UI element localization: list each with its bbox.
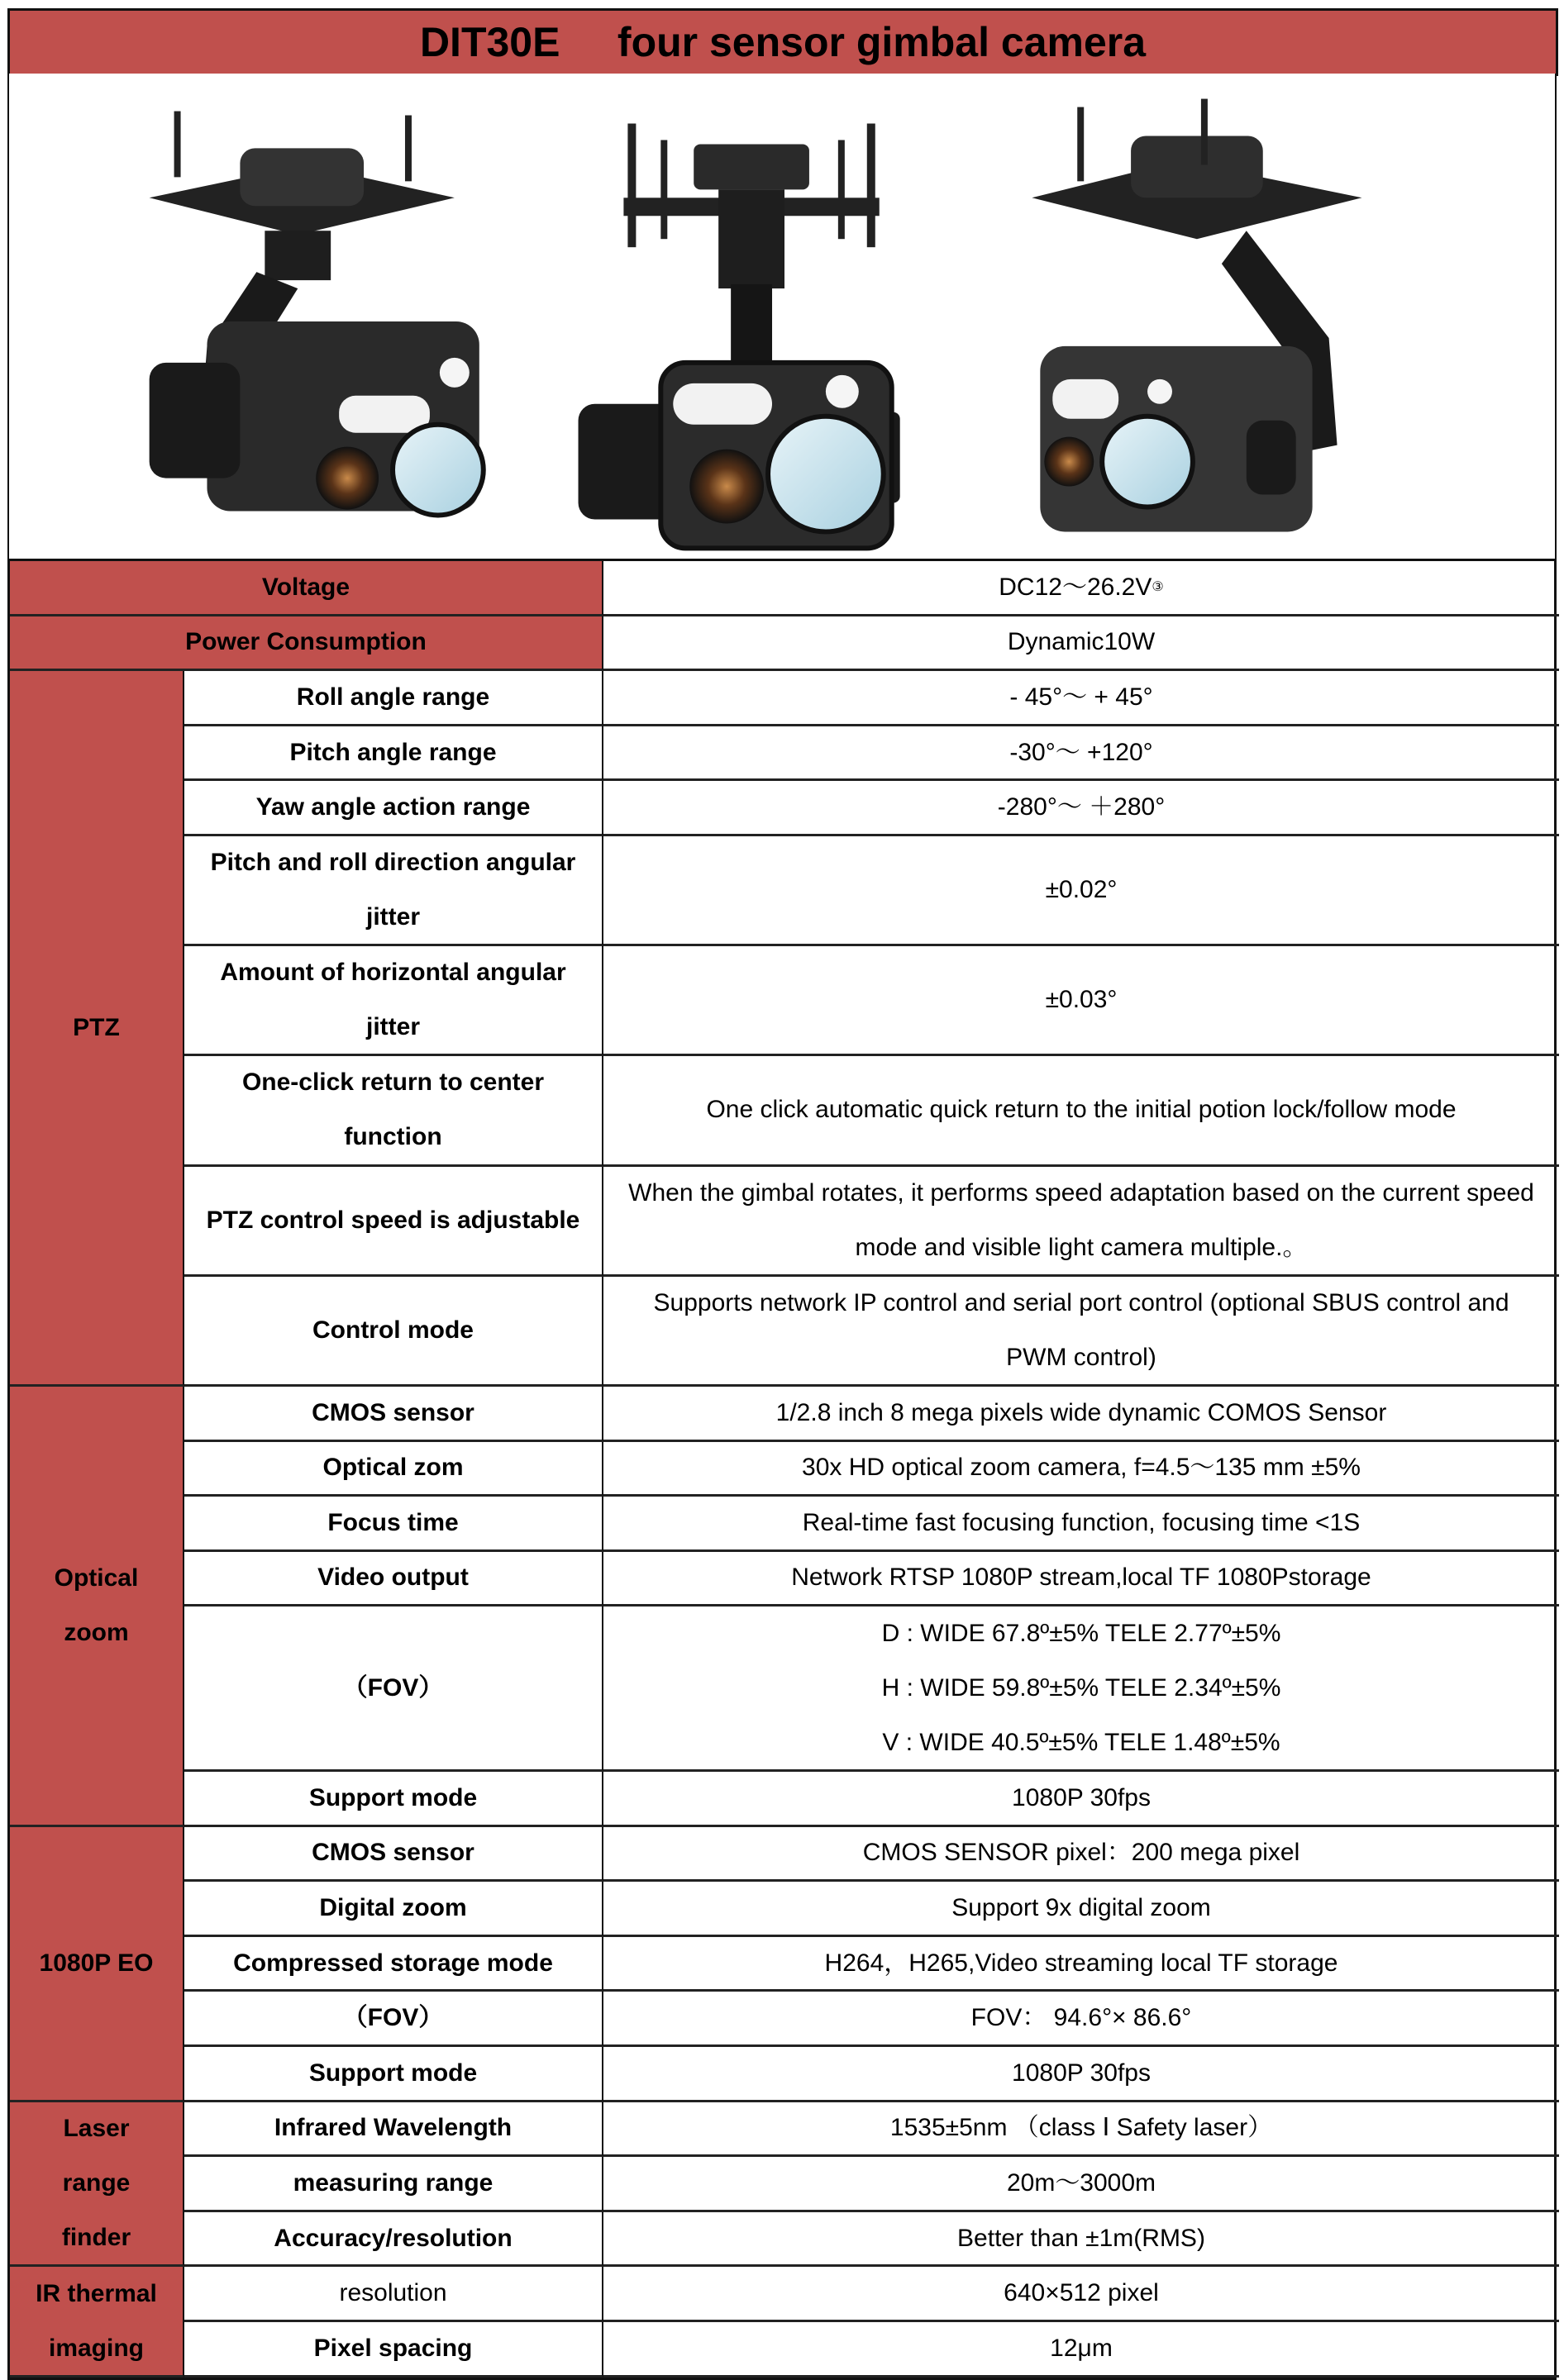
footnote-marker: ③ — [1152, 579, 1164, 594]
gimbal-camera-images — [9, 74, 1555, 559]
gimbal-view-front — [579, 123, 900, 548]
spec-value: Support 9x digital zoom — [603, 1882, 1559, 1937]
spec-label: Support mode — [184, 2047, 603, 2102]
spec-value: CMOS SENSOR pixel：200 mega pixel — [603, 1827, 1559, 1883]
spec-label: Support mode — [184, 1772, 603, 1827]
group-label: 1080P EO — [10, 1827, 184, 2102]
spec-value: -280°～ ＋280° — [603, 781, 1559, 836]
spec-label: PTZ control speed is adjustable — [184, 1167, 603, 1277]
spec-label: Focus time — [184, 1497, 603, 1552]
spec-label: Voltage — [10, 561, 603, 616]
spec-value: 1080P 30fps — [603, 1772, 1559, 1827]
spec-value: Network RTSP 1080P stream,local TF 1080Pstorage — [603, 1552, 1559, 1607]
spec-label: resolution — [184, 2267, 603, 2322]
spec-label: Infrared Wavelength — [184, 2102, 603, 2158]
spec-value-text: Dynamic10W — [1007, 628, 1156, 656]
spec-label: CMOS sensor — [184, 1387, 603, 1442]
gimbal-view-right — [1032, 99, 1361, 532]
spec-label: Yaw angle action range — [184, 781, 603, 836]
spec-value: ±0.03° — [603, 946, 1559, 1056]
spec-value: 640×512 pixel — [603, 2267, 1559, 2322]
gimbal-view-left — [150, 112, 484, 516]
spec-label: CMOS sensor — [184, 1827, 603, 1883]
spec-value: - 45°～ + 45° — [603, 671, 1559, 726]
spec-value: 1535±5nm （class Ⅰ Safety laser） — [603, 2102, 1559, 2158]
spec-value: FOV： 94.6°× 86.6° — [603, 1992, 1559, 2047]
spec-value: 12μm — [603, 2322, 1559, 2378]
spec-value — [603, 616, 1559, 672]
spec-value — [603, 561, 1559, 616]
group-label: Optical zoom — [10, 1387, 184, 1827]
spec-label: Control mode — [184, 1277, 603, 1387]
spec-value: Supports network IP control and serial port control (optional SBUS control and PWM control) — [603, 1277, 1559, 1387]
spec-label: Roll angle range — [184, 671, 603, 726]
spec-label: Pitch angle range — [184, 726, 603, 782]
spec-label: Power Consumption — [10, 616, 603, 672]
spec-label: （FOV） — [184, 1606, 603, 1772]
group-label: PTZ — [10, 671, 184, 1387]
spec-value: -30°～ +120° — [603, 726, 1559, 782]
spec-value: Real-time fast focusing function, focusing time <1S — [603, 1497, 1559, 1552]
group-label: Laser range finder — [10, 2102, 184, 2268]
spec-label: Pixel spacing — [184, 2322, 603, 2378]
spec-value: ±0.02° — [603, 836, 1559, 946]
spec-label: measuring range — [184, 2157, 603, 2212]
spec-label: （FOV） — [184, 1992, 603, 2047]
spec-value: D : WIDE 67.8º±5% TELE 2.77º±5% H : WIDE 59.8º±5% TELE 2.34º±5% V : WIDE 40.5º±5% TELE 1.48º±5% — [603, 1606, 1559, 1772]
spec-value: One click automatic quick return to the initial potion lock/follow mode — [603, 1056, 1559, 1166]
spec-value: When the gimbal rotates, it performs speed adaptation based on the current speed mode and visible light camera multiple.。 — [603, 1167, 1559, 1277]
spec-label: One-click return to center function — [184, 1056, 603, 1166]
spec-label: Digital zoom — [184, 1882, 603, 1937]
product-photos — [7, 74, 1557, 559]
spec-value: H264，H265,Video streaming local TF storage — [603, 1937, 1559, 1992]
spec-label: Optical zom — [184, 1442, 603, 1497]
spec-table — [7, 559, 1557, 2380]
spec-label: Amount of horizontal angular jitter — [184, 946, 603, 1056]
spec-value: Better than ±1m(RMS) — [603, 2212, 1559, 2268]
spec-value: 20m～3000m — [603, 2157, 1559, 2212]
spec-value: 1/2.8 inch 8 mega pixels wide dynamic COMOS Sensor — [603, 1387, 1559, 1442]
spec-label: Video output — [184, 1552, 603, 1607]
spec-value: 30x HD optical zoom camera, f=4.5～135 mm ±5% — [603, 1442, 1559, 1497]
page-title: DIT30E four sensor gimbal camera — [7, 8, 1558, 76]
spec-value: 1080P 30fps — [603, 2047, 1559, 2102]
group-label: IR thermal imaging — [10, 2267, 184, 2377]
spec-label: Accuracy/resolution — [184, 2212, 603, 2268]
spec-label: Compressed storage mode — [184, 1937, 603, 1992]
spec-value-text: DC12～26.2V — [999, 573, 1152, 601]
spec-label: Pitch and roll direction angular jitter — [184, 836, 603, 946]
